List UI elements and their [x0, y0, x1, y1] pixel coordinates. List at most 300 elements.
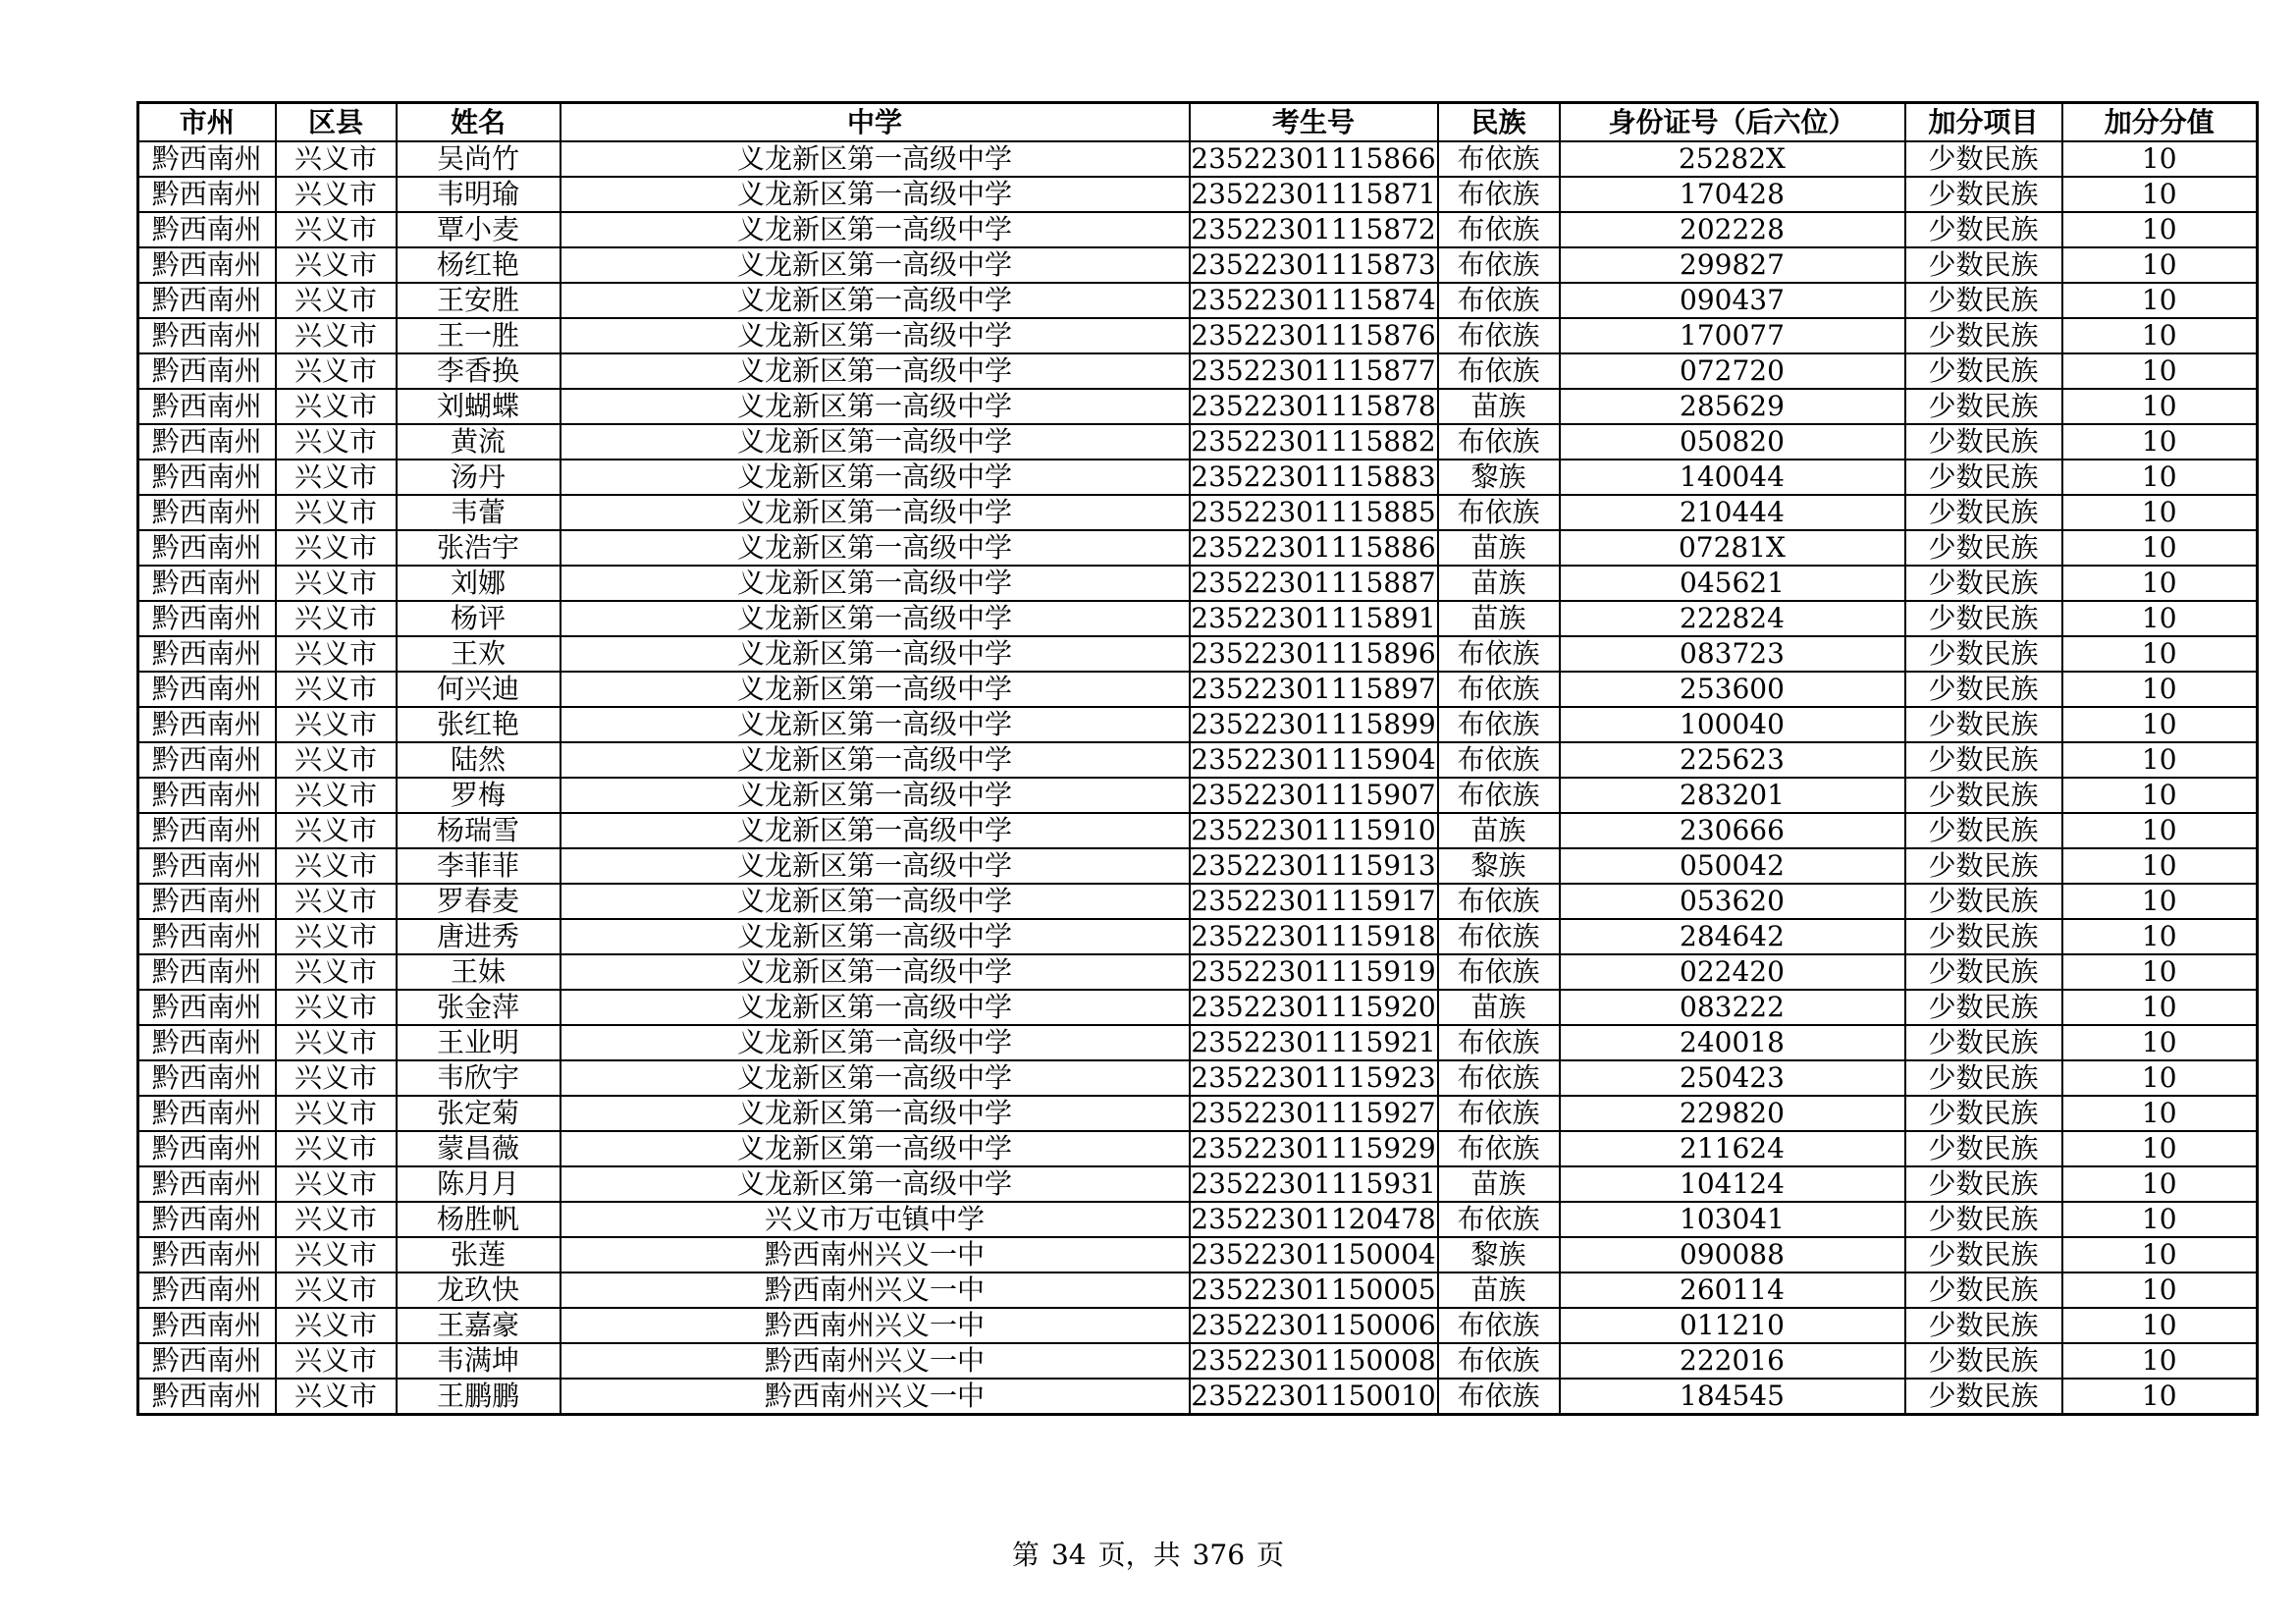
exam-number-cell: 23522301115887: [1191, 567, 1436, 599]
name-cell: 杨评: [397, 601, 561, 636]
city-cell: 黔西南州: [138, 1202, 276, 1237]
table-row: [138, 742, 2258, 778]
bonus-item-cell: 少数民族: [1905, 1308, 2062, 1343]
county-cell: 兴义市: [276, 954, 397, 990]
school-cell: 义龙新区第一高级中学: [561, 707, 1190, 742]
ethnicity-cell: 苗族: [1438, 389, 1560, 424]
bonus-item-cell: 少数民族: [1905, 884, 2062, 919]
county-cell: 兴义市: [276, 672, 397, 707]
school-cell: 黔西南州兴义一中: [561, 1237, 1190, 1272]
exam-number-cell: 23522301150008: [1191, 1344, 1436, 1377]
city-cell: 黔西南州: [138, 954, 276, 990]
bonus-value-cell: 10: [2062, 742, 2258, 778]
id-suffix-cell: 222824: [1560, 601, 1905, 636]
bonus-value-cell: 10: [2062, 636, 2258, 672]
bonus-value-cell: 10: [2062, 530, 2258, 566]
bonus-item-cell: 少数民族: [1905, 1202, 2062, 1237]
exam-number-cell: 23522301115872: [1191, 213, 1436, 245]
bonus-item-cell: 少数民族: [1905, 1131, 2062, 1166]
county-cell: 兴义市: [276, 1131, 397, 1166]
city-cell: 黔西南州: [138, 1131, 276, 1166]
header-row: [138, 103, 2258, 142]
bonus-item-cell: 少数民族: [1905, 212, 2062, 247]
name-cell: 张莲: [397, 1237, 561, 1272]
table-row: [138, 1343, 2258, 1379]
bonus-value-cell: 10: [2062, 177, 2258, 212]
bonus-item-cell: 少数民族: [1905, 424, 2062, 460]
table-body: [138, 141, 2258, 1415]
bonus-item-cell: 少数民族: [1905, 601, 2062, 636]
bonus-item-cell: 少数民族: [1905, 1379, 2062, 1415]
ethnicity-cell: 苗族: [1438, 1272, 1560, 1308]
table-row: [138, 1272, 2258, 1308]
bonus-value-cell: 10: [2062, 954, 2258, 990]
school-cell: 义龙新区第一高级中学: [561, 848, 1190, 884]
city-cell: 黔西南州: [138, 707, 276, 742]
city-cell: 黔西南州: [138, 353, 276, 389]
city-cell: 黔西南州: [138, 1166, 276, 1202]
table-row: [138, 141, 2258, 177]
ethnicity-cell: 布依族: [1438, 318, 1560, 353]
ethnicity-cell: 布依族: [1438, 177, 1560, 212]
bonus-value-cell: 10: [2062, 283, 2258, 318]
school-cell: 义龙新区第一高级中学: [561, 1096, 1190, 1131]
bonus-item-cell: 少数民族: [1905, 530, 2062, 566]
county-cell: 兴义市: [276, 601, 397, 636]
table-row: [138, 848, 2258, 884]
ethnicity-cell: 苗族: [1438, 566, 1560, 601]
table-row: [138, 1096, 2258, 1131]
county-cell: 兴义市: [276, 247, 397, 283]
id-suffix-cell: 284642: [1560, 919, 1905, 954]
bonus-value-cell: 10: [2062, 1308, 2258, 1343]
column-header: 加分项目: [1905, 103, 2062, 142]
table-row: [138, 1202, 2258, 1237]
county-cell: 兴义市: [276, 1202, 397, 1237]
ethnicity-cell: 布依族: [1438, 707, 1560, 742]
exam-number-cell: 23522301115929: [1191, 1132, 1436, 1164]
bonus-value-cell: 10: [2062, 1202, 2258, 1237]
ethnicity-cell: 布依族: [1438, 919, 1560, 954]
bonus-item-cell: 少数民族: [1905, 813, 2062, 848]
school-cell: 黔西南州兴义一中: [561, 1308, 1190, 1343]
data-table: [136, 101, 2259, 1416]
bonus-value-cell: 10: [2062, 601, 2258, 636]
column-header: 加分分值: [2062, 103, 2258, 142]
ethnicity-cell: 布依族: [1438, 1343, 1560, 1379]
id-suffix-cell: 140044: [1560, 460, 1905, 495]
city-cell: 黔西南州: [138, 1096, 276, 1131]
bonus-value-cell: 10: [2062, 1025, 2258, 1060]
id-suffix-cell: 090437: [1560, 283, 1905, 318]
id-suffix-cell: 100040: [1560, 707, 1905, 742]
exam-number-cell: 23522301115918: [1191, 920, 1436, 952]
exam-number-cell: 23522301115886: [1191, 531, 1436, 564]
county-cell: 兴义市: [276, 1237, 397, 1272]
bonus-item-cell: 少数民族: [1905, 1060, 2062, 1096]
page-footer: [0, 1534, 2296, 1573]
school-cell: 义龙新区第一高级中学: [561, 247, 1190, 283]
name-cell: 陈月月: [397, 1166, 561, 1202]
bonus-item-cell: 少数民族: [1905, 778, 2062, 813]
city-cell: 黔西南州: [138, 813, 276, 848]
exam-number-cell: 23522301115878: [1191, 390, 1436, 422]
city-cell: 黔西南州: [138, 884, 276, 919]
name-cell: 杨瑞雪: [397, 813, 561, 848]
school-cell: 义龙新区第一高级中学: [561, 919, 1190, 954]
school-cell: 义龙新区第一高级中学: [561, 778, 1190, 813]
name-cell: 张浩宇: [397, 530, 561, 566]
county-cell: 兴义市: [276, 212, 397, 247]
id-suffix-cell: 104124: [1560, 1166, 1905, 1202]
school-cell: 义龙新区第一高级中学: [561, 389, 1190, 424]
county-cell: 兴义市: [276, 1025, 397, 1060]
school-cell: 义龙新区第一高级中学: [561, 460, 1190, 495]
bonus-item-cell: 少数民族: [1905, 636, 2062, 672]
school-cell: 黔西南州兴义一中: [561, 1343, 1190, 1379]
bonus-value-cell: 10: [2062, 1060, 2258, 1096]
school-cell: 黔西南州兴义一中: [561, 1272, 1190, 1308]
name-cell: 李香换: [397, 353, 561, 389]
bonus-item-cell: 少数民族: [1905, 954, 2062, 990]
school-cell: 义龙新区第一高级中学: [561, 601, 1190, 636]
school-cell: 义龙新区第一高级中学: [561, 636, 1190, 672]
ethnicity-cell: 布依族: [1438, 495, 1560, 530]
county-cell: 兴义市: [276, 742, 397, 778]
exam-number-cell: 23522301115877: [1191, 354, 1436, 387]
bonus-item-cell: 少数民族: [1905, 1096, 2062, 1131]
name-cell: 王业明: [397, 1025, 561, 1060]
id-suffix-cell: 25282X: [1560, 141, 1905, 177]
bonus-item-cell: 少数民族: [1905, 672, 2062, 707]
table-row: [138, 283, 2258, 318]
bonus-item-cell: 少数民族: [1905, 318, 2062, 353]
exam-number-cell: 23522301150005: [1191, 1273, 1436, 1306]
exam-number-cell: 23522301115882: [1191, 425, 1436, 458]
column-header: 考生号: [1190, 103, 1438, 142]
county-cell: 兴义市: [276, 919, 397, 954]
county-cell: 兴义市: [276, 460, 397, 495]
table-row: [138, 672, 2258, 707]
exam-number-cell: 23522301150006: [1191, 1309, 1436, 1341]
ethnicity-cell: 布依族: [1438, 884, 1560, 919]
id-suffix-cell: 022420: [1560, 954, 1905, 990]
id-suffix-cell: 170428: [1560, 177, 1905, 212]
county-cell: 兴义市: [276, 707, 397, 742]
bonus-item-cell: 少数民族: [1905, 389, 2062, 424]
county-cell: 兴义市: [276, 1272, 397, 1308]
school-cell: 义龙新区第一高级中学: [561, 212, 1190, 247]
school-cell: 义龙新区第一高级中学: [561, 813, 1190, 848]
table-row: [138, 1060, 2258, 1096]
exam-number-cell: 23522301115923: [1191, 1061, 1436, 1094]
id-suffix-cell: 225623: [1560, 742, 1905, 778]
name-cell: 王鹏鹏: [397, 1379, 561, 1415]
bonus-value-cell: 10: [2062, 495, 2258, 530]
id-suffix-cell: 299827: [1560, 247, 1905, 283]
table-row: [138, 1025, 2258, 1060]
county-cell: 兴义市: [276, 1060, 397, 1096]
ethnicity-cell: 苗族: [1438, 813, 1560, 848]
county-cell: 兴义市: [276, 530, 397, 566]
ethnicity-cell: 布依族: [1438, 353, 1560, 389]
table-row: [138, 389, 2258, 424]
county-cell: 兴义市: [276, 848, 397, 884]
bonus-value-cell: 10: [2062, 460, 2258, 495]
city-cell: 黔西南州: [138, 495, 276, 530]
bonus-item-cell: 少数民族: [1905, 1237, 2062, 1272]
bonus-value-cell: 10: [2062, 1343, 2258, 1379]
city-cell: 黔西南州: [138, 636, 276, 672]
school-cell: 义龙新区第一高级中学: [561, 884, 1190, 919]
name-cell: 王妹: [397, 954, 561, 990]
city-cell: 黔西南州: [138, 318, 276, 353]
ethnicity-cell: 布依族: [1438, 954, 1560, 990]
id-suffix-cell: 103041: [1560, 1202, 1905, 1237]
bonus-value-cell: 10: [2062, 424, 2258, 460]
ethnicity-cell: 黎族: [1438, 460, 1560, 495]
city-cell: 黔西南州: [138, 1308, 276, 1343]
bonus-item-cell: 少数民族: [1905, 566, 2062, 601]
table-row: [138, 212, 2258, 247]
city-cell: 黔西南州: [138, 1379, 276, 1415]
school-cell: 义龙新区第一高级中学: [561, 177, 1190, 212]
name-cell: 韦欣宇: [397, 1060, 561, 1096]
bonus-item-cell: 少数民族: [1905, 919, 2062, 954]
bonus-item-cell: 少数民族: [1905, 1272, 2062, 1308]
bonus-item-cell: 少数民族: [1905, 141, 2062, 177]
bonus-value-cell: 10: [2062, 1237, 2258, 1272]
id-suffix-cell: 285629: [1560, 389, 1905, 424]
name-cell: 张定菊: [397, 1096, 561, 1131]
id-suffix-cell: 260114: [1560, 1272, 1905, 1308]
bonus-item-cell: 少数民族: [1905, 1025, 2062, 1060]
bonus-value-cell: 10: [2062, 707, 2258, 742]
id-suffix-cell: 090088: [1560, 1237, 1905, 1272]
bonus-item-cell: 少数民族: [1905, 353, 2062, 389]
bonus-item-cell: 少数民族: [1905, 283, 2062, 318]
table-row: [138, 954, 2258, 990]
ethnicity-cell: 布依族: [1438, 424, 1560, 460]
county-cell: 兴义市: [276, 389, 397, 424]
table-row: [138, 601, 2258, 636]
county-cell: 兴义市: [276, 1379, 397, 1415]
bonus-value-cell: 10: [2062, 318, 2258, 353]
school-cell: 黔西南州兴义一中: [561, 1379, 1190, 1415]
name-cell: 张红艳: [397, 707, 561, 742]
county-cell: 兴义市: [276, 318, 397, 353]
id-suffix-cell: 253600: [1560, 672, 1905, 707]
name-cell: 陆然: [397, 742, 561, 778]
city-cell: 黔西南州: [138, 212, 276, 247]
county-cell: 兴义市: [276, 1343, 397, 1379]
name-cell: 王嘉豪: [397, 1308, 561, 1343]
school-cell: 义龙新区第一高级中学: [561, 1131, 1190, 1166]
bonus-value-cell: 10: [2062, 247, 2258, 283]
table-row: [138, 1308, 2258, 1343]
id-suffix-cell: 250423: [1560, 1060, 1905, 1096]
id-suffix-cell: 229820: [1560, 1096, 1905, 1131]
id-suffix-cell: 011210: [1560, 1308, 1905, 1343]
bonus-item-cell: 少数民族: [1905, 495, 2062, 530]
current-page-number: 34: [1050, 1539, 1087, 1571]
city-cell: 黔西南州: [138, 141, 276, 177]
id-suffix-cell: 184545: [1560, 1379, 1905, 1415]
id-suffix-cell: 053620: [1560, 884, 1905, 919]
bonus-item-cell: 少数民族: [1905, 247, 2062, 283]
ethnicity-cell: 布依族: [1438, 1379, 1560, 1415]
ethnicity-cell: 布依族: [1438, 1131, 1560, 1166]
bonus-value-cell: 10: [2062, 353, 2258, 389]
school-cell: 义龙新区第一高级中学: [561, 495, 1190, 530]
city-cell: 黔西南州: [138, 177, 276, 212]
exam-number-cell: 23522301150004: [1191, 1238, 1436, 1271]
city-cell: 黔西南州: [138, 1060, 276, 1096]
column-header: 民族: [1438, 103, 1560, 142]
table-row: [138, 177, 2258, 212]
table-row: [138, 919, 2258, 954]
ethnicity-cell: 黎族: [1438, 1237, 1560, 1272]
ethnicity-cell: 布依族: [1438, 1025, 1560, 1060]
table-row: [138, 424, 2258, 460]
column-header: 姓名: [397, 103, 561, 142]
school-cell: 义龙新区第一高级中学: [561, 530, 1190, 566]
school-cell: 义龙新区第一高级中学: [561, 990, 1190, 1025]
name-cell: 杨胜帆: [397, 1202, 561, 1237]
exam-number-cell: 23522301115874: [1191, 284, 1436, 316]
id-suffix-cell: 283201: [1560, 778, 1905, 813]
name-cell: 黄流: [397, 424, 561, 460]
id-suffix-cell: 083723: [1560, 636, 1905, 672]
city-cell: 黔西南州: [138, 247, 276, 283]
city-cell: 黔西南州: [138, 919, 276, 954]
ethnicity-cell: 苗族: [1438, 601, 1560, 636]
city-cell: 黔西南州: [138, 1272, 276, 1308]
table-row: [138, 884, 2258, 919]
bonus-value-cell: 10: [2062, 1272, 2258, 1308]
bonus-item-cell: 少数民族: [1905, 848, 2062, 884]
ethnicity-cell: 布依族: [1438, 778, 1560, 813]
id-suffix-cell: 230666: [1560, 813, 1905, 848]
school-cell: 义龙新区第一高级中学: [561, 424, 1190, 460]
total-page-count: 376: [1192, 1539, 1246, 1571]
bonus-value-cell: 10: [2062, 813, 2258, 848]
bonus-item-cell: 少数民族: [1905, 742, 2062, 778]
bonus-value-cell: 10: [2062, 566, 2258, 601]
county-cell: 兴义市: [276, 141, 397, 177]
school-cell: 义龙新区第一高级中学: [561, 141, 1190, 177]
bonus-value-cell: 10: [2062, 884, 2258, 919]
bonus-value-cell: 10: [2062, 389, 2258, 424]
id-suffix-cell: 072720: [1560, 353, 1905, 389]
table-row: [138, 566, 2258, 601]
name-cell: 何兴迪: [397, 672, 561, 707]
name-cell: 刘蝴蝶: [397, 389, 561, 424]
id-suffix-cell: 170077: [1560, 318, 1905, 353]
city-cell: 黔西南州: [138, 389, 276, 424]
city-cell: 黔西南州: [138, 742, 276, 778]
name-cell: 张金萍: [397, 990, 561, 1025]
exam-number-cell: 23522301115931: [1191, 1167, 1436, 1200]
name-cell: 杨红艳: [397, 247, 561, 283]
id-suffix-cell: 240018: [1560, 1025, 1905, 1060]
school-cell: 义龙新区第一高级中学: [561, 672, 1190, 707]
city-cell: 黔西南州: [138, 672, 276, 707]
table-row: [138, 1131, 2258, 1166]
city-cell: 黔西南州: [138, 530, 276, 566]
exam-number-cell: 23522301115896: [1191, 637, 1436, 670]
bonus-item-cell: 少数民族: [1905, 1343, 2062, 1379]
bonus-value-cell: 10: [2062, 848, 2258, 884]
name-cell: 王安胜: [397, 283, 561, 318]
school-cell: 兴义市万屯镇中学: [561, 1202, 1190, 1237]
county-cell: 兴义市: [276, 1096, 397, 1131]
bonus-value-cell: 10: [2062, 141, 2258, 177]
footer-middle: 页，共: [1097, 1539, 1181, 1571]
city-cell: 黔西南州: [138, 990, 276, 1025]
school-cell: 义龙新区第一高级中学: [561, 1025, 1190, 1060]
table-row: [138, 636, 2258, 672]
table-row: [138, 778, 2258, 813]
exam-number-cell: 23522301115885: [1191, 496, 1436, 528]
county-cell: 兴义市: [276, 1308, 397, 1343]
ethnicity-cell: 布依族: [1438, 283, 1560, 318]
id-suffix-cell: 222016: [1560, 1343, 1905, 1379]
bonus-value-cell: 10: [2062, 990, 2258, 1025]
id-suffix-cell: 202228: [1560, 212, 1905, 247]
county-cell: 兴义市: [276, 177, 397, 212]
table-row: [138, 530, 2258, 566]
exam-number-cell: 23522301115910: [1191, 814, 1436, 846]
id-suffix-cell: 045621: [1560, 566, 1905, 601]
table-row: [138, 460, 2258, 495]
bonus-value-cell: 10: [2062, 919, 2258, 954]
county-cell: 兴义市: [276, 353, 397, 389]
school-cell: 义龙新区第一高级中学: [561, 318, 1190, 353]
bonus-item-cell: 少数民族: [1905, 460, 2062, 495]
name-cell: 吴尚竹: [397, 141, 561, 177]
city-cell: 黔西南州: [138, 1237, 276, 1272]
exam-number-cell: 23522301115871: [1191, 178, 1436, 210]
school-cell: 义龙新区第一高级中学: [561, 954, 1190, 990]
table-row: [138, 707, 2258, 742]
exam-number-cell: 23522301150010: [1190, 1379, 1438, 1415]
county-cell: 兴义市: [276, 566, 397, 601]
city-cell: 黔西南州: [138, 778, 276, 813]
ethnicity-cell: 黎族: [1438, 848, 1560, 884]
ethnicity-cell: 布依族: [1438, 672, 1560, 707]
ethnicity-cell: 布依族: [1438, 1096, 1560, 1131]
table-row: [138, 247, 2258, 283]
id-suffix-cell: 050042: [1560, 848, 1905, 884]
column-header: 中学: [561, 103, 1190, 142]
ethnicity-cell: 苗族: [1438, 990, 1560, 1025]
table-row: [138, 990, 2258, 1025]
exam-number-cell: 23522301115883: [1191, 460, 1436, 493]
city-cell: 黔西南州: [138, 601, 276, 636]
exam-number-cell: 23522301115904: [1191, 743, 1436, 776]
exam-number-cell: 23522301115921: [1191, 1026, 1436, 1058]
county-cell: 兴义市: [276, 778, 397, 813]
exam-number-cell: 23522301115897: [1191, 673, 1436, 705]
school-cell: 义龙新区第一高级中学: [561, 283, 1190, 318]
column-header: 身份证号（后六位）: [1560, 103, 1905, 142]
county-cell: 兴义市: [276, 813, 397, 848]
bonus-item-cell: 少数民族: [1905, 177, 2062, 212]
name-cell: 王一胜: [397, 318, 561, 353]
city-cell: 黔西南州: [138, 566, 276, 601]
county-cell: 兴义市: [276, 990, 397, 1025]
